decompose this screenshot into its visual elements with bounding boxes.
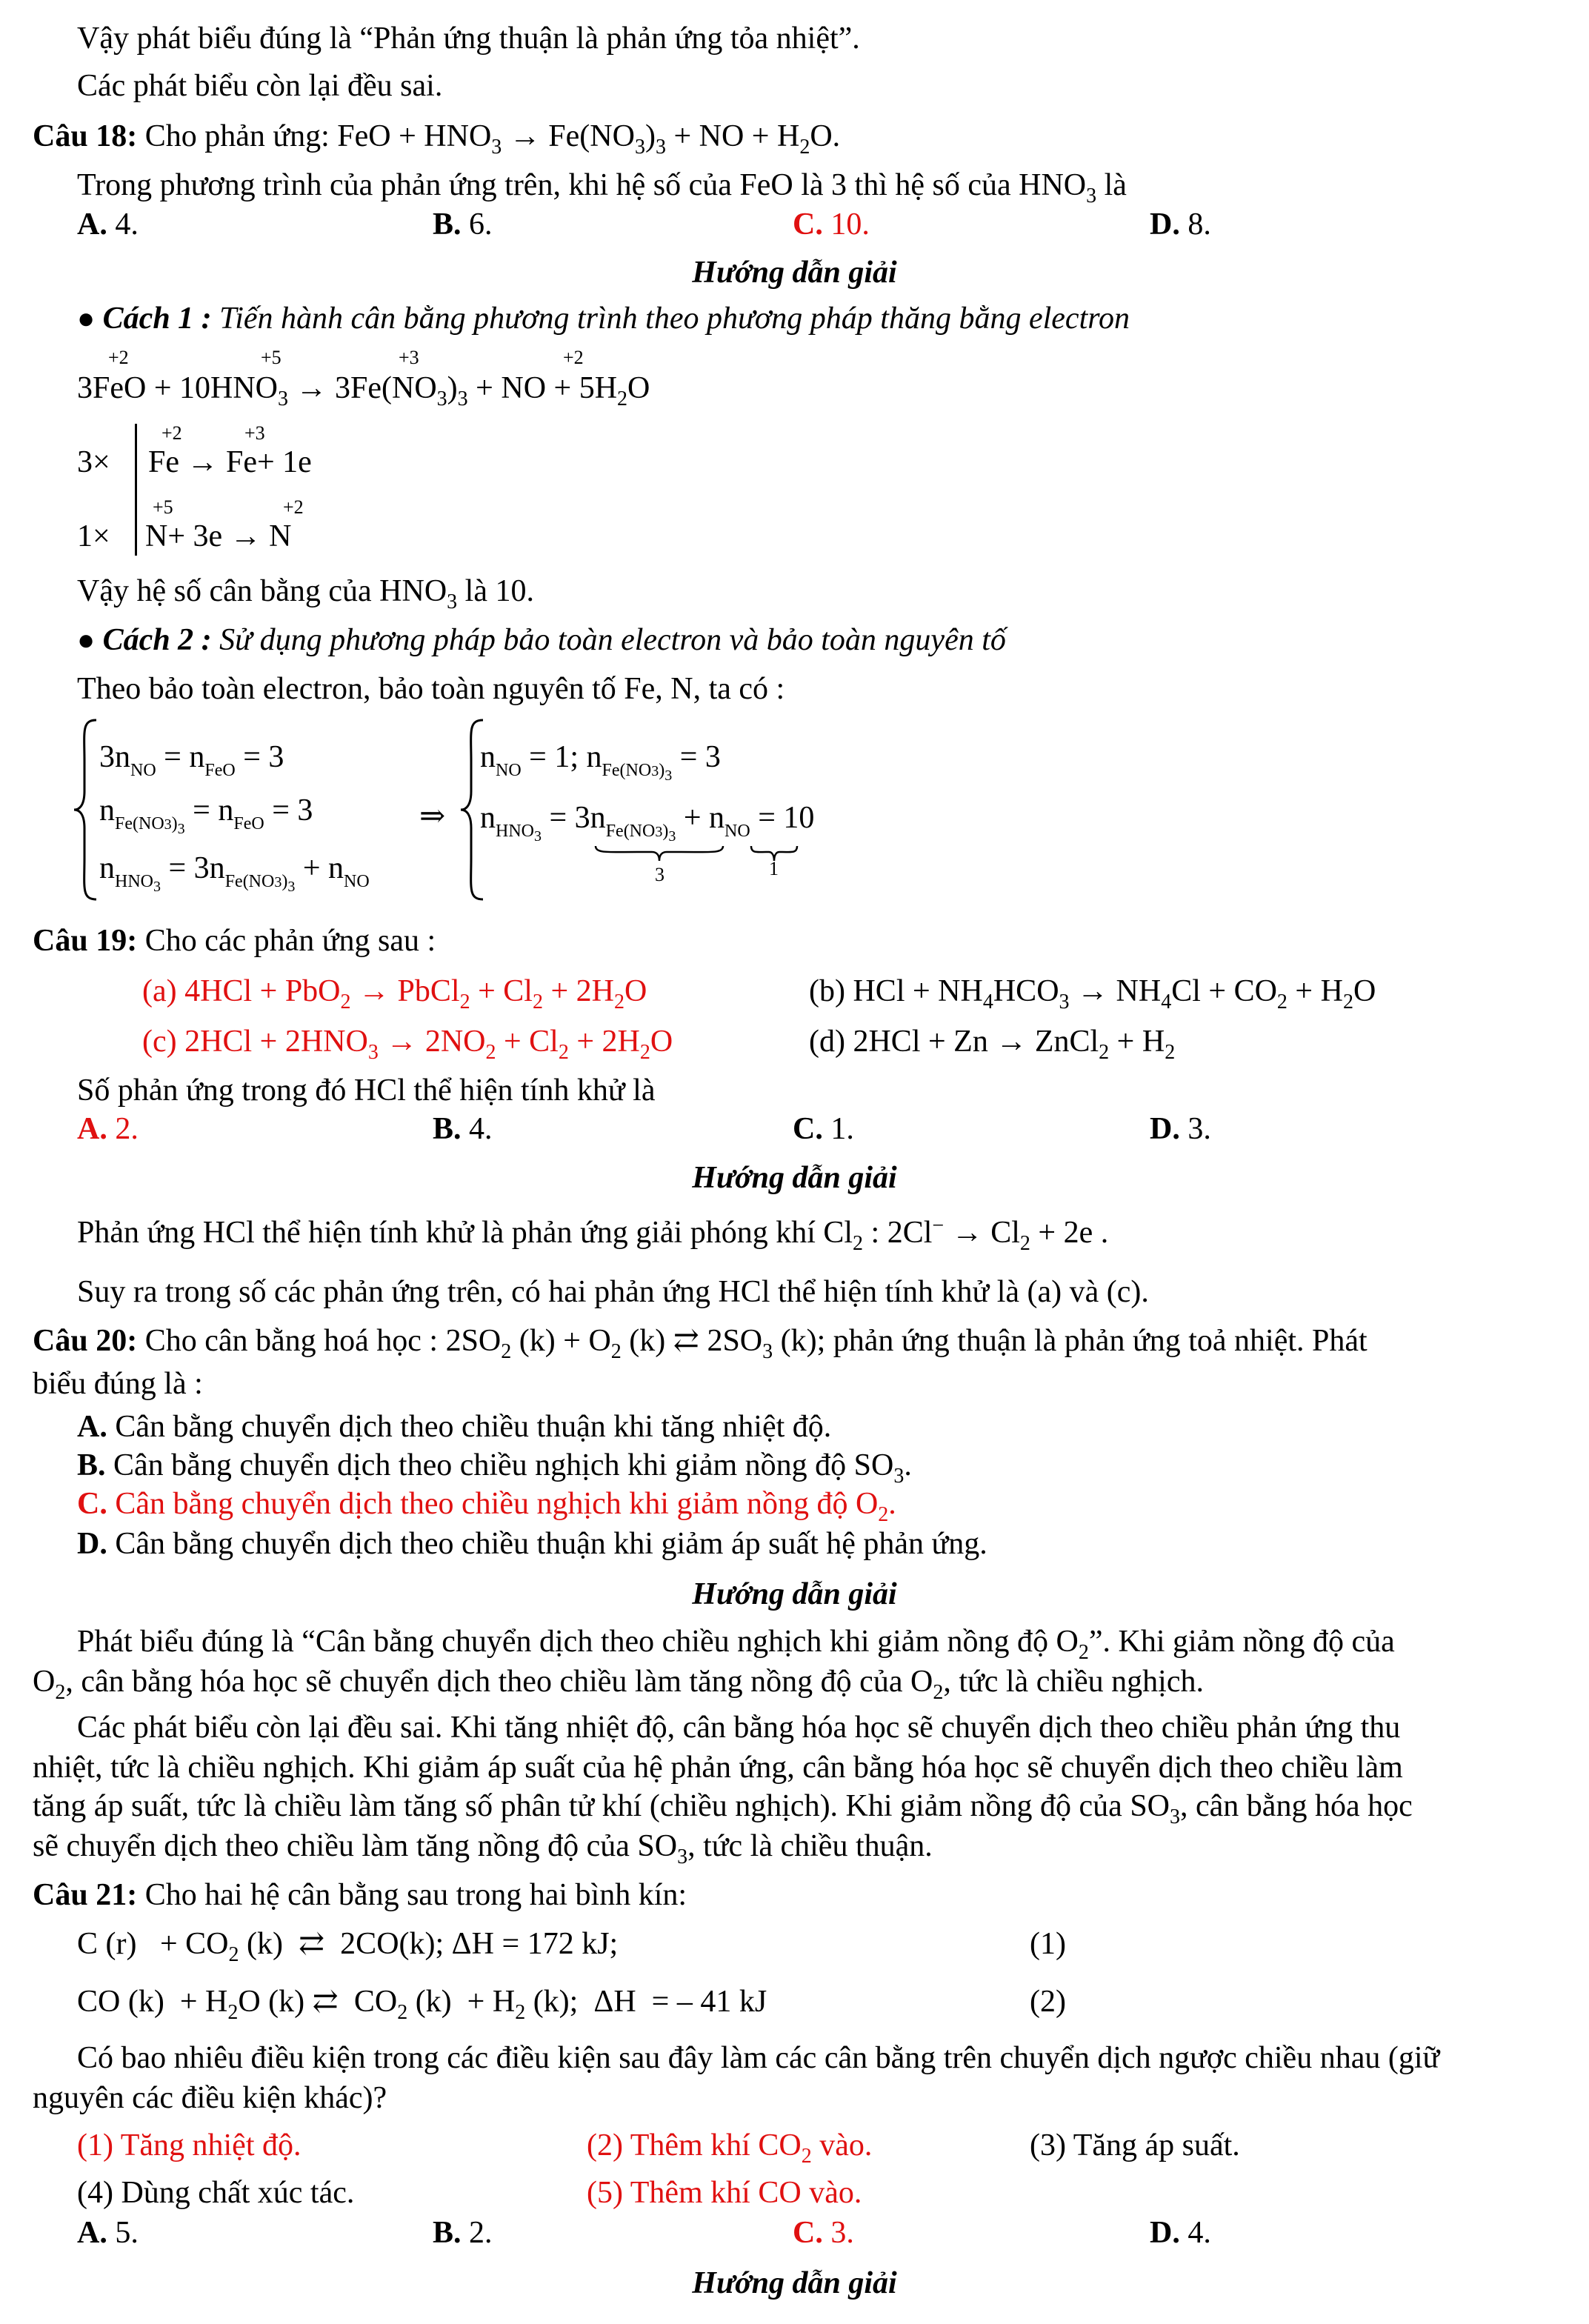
q20-guide-heading: Hướng dẫn giải [692, 1577, 897, 1611]
half2-ox-n2: +2 [283, 496, 304, 518]
q20-explanation-2-line-3: tăng áp suất, tức là chiều làm tăng số phân tử khí (chiều nghịch). Khi giảm nồng độ của $SO_3$, cân bằng hóa học [33, 1789, 1413, 1828]
q18-question: Trong phương trình của phản ứng trên, khi hệ số của FeO là 3 thì hệ số của $HNO_3$ là [77, 168, 1127, 207]
ox-n-5: +5 [261, 347, 282, 368]
intro-line-1: Vậy phát biểu đúng là “Phản ứng thuận là phản ứng tỏa nhiệt”. [77, 21, 860, 56]
q18-balanced-equation: $3FeO + 10HNO_3 \to 3Fe(NO_3)_3$ + NO + $5H_2O$ [77, 371, 650, 410]
half-reaction-2: N+ 3e → N [145, 519, 292, 553]
q19-label: Câu 19: [33, 924, 138, 958]
q19-option-a-correct: A. 2. [77, 1112, 139, 1146]
underbrace-value-3: 3 [655, 864, 664, 885]
q19-option-d: D. 3. [1150, 1112, 1211, 1146]
q18-method1: ● Cách 1 : Tiến hành cân bằng phương trình theo phương pháp thăng bằng electron [77, 302, 1130, 336]
bullet-icon: ● [77, 623, 96, 656]
sys-solution-2: $n_{HNO3} = 3n_{Fe(NO3)3} + n_{NO} = 10$ [480, 801, 815, 845]
q18-option-c-correct: C. 10. [793, 207, 870, 242]
q18-method2: ● Cách 2 : Sử dụng phương pháp bảo toàn electron và bảo toàn nguyên tố [77, 623, 1006, 657]
q20-explanation-1b: $O_2$, cân bằng hóa học sẽ chuyển dịch theo chiều làm tăng nồng độ của $O_2$, tức là chiều nghịch. [33, 1665, 1204, 1704]
implies-arrow: ⇒ [419, 799, 446, 833]
q18-stem: Câu 18: Cho phản ứng: FeO + $HNO_3 \to Fe(NO_3)_3$ + NO + $H_2O$. [33, 119, 841, 159]
q19-reaction-d: (d) 2HCl + Zn → ZnCl$_2$ + $H_2$ [809, 1025, 1176, 1064]
q20-explanation-2-line-1: Các phát biểu còn lại đều sai. Khi tăng nhiệt độ, cân bằng hóa học sẽ chuyển dịch theo chiều phản ứng thu [77, 1711, 1401, 1745]
q18-result: Vậy hệ số cân bằng của $HNO_3$ là 10. [77, 574, 534, 613]
q21-eq-number-1: (1) [1030, 1927, 1066, 1961]
q19-explanation-1: Phản ứng HCl thể hiện tính khử là phản ứng giải phóng khí $Cl_2$ : $2Cl^- \to Cl_2 + 2e$ . [77, 1214, 1109, 1255]
half2-ox-n5: +5 [153, 496, 173, 518]
q20-explanation-1: Phát biểu đúng là “Cân bằng chuyển dịch theo chiều nghịch khi giảm nồng độ $O_2$”. Khi giảm nồng độ của [77, 1625, 1395, 1664]
q21-option-d: D. 4. [1150, 2216, 1211, 2250]
half1-ox-fe2: +2 [161, 422, 182, 444]
q18-method2-line: Theo bảo toàn electron, bảo toàn nguyên tố Fe, N, ta có : [77, 672, 785, 706]
q21-condition-4: (4) Dùng chất xúc tác. [77, 2176, 355, 2210]
q21-condition-3: (3) Tăng áp suất. [1030, 2128, 1240, 2162]
q21-option-c-correct: C. 3. [793, 2216, 854, 2250]
q20-label: Câu 20: [33, 1324, 138, 1358]
q20-option-c-correct: C. Cân bằng chuyển dịch theo chiều nghịch khi giảm nồng độ $O_2$. [77, 1487, 896, 1526]
q21-equilibrium-1: C $(r) + CO_2$ (k) ⇄ 2CO(k); ΔH = 172 kJ; [77, 1927, 619, 1966]
q20-stem-line-2: biểu đúng là : [33, 1367, 203, 1401]
q21-eq-number-2: (2) [1030, 1985, 1066, 2019]
half-coef-1: 3× [77, 445, 110, 479]
sys-solution-1: $n_{NO} = 1$; $n_{Fe(NO3)3} = 3$ [480, 740, 721, 784]
q19-explanation-2: Suy ra trong số các phản ứng trên, có hai phản ứng HCl thể hiện tính khử là (a) và (c). [77, 1275, 1149, 1309]
q21-option-b: B. 2. [433, 2216, 493, 2250]
q20-stem: Câu 20: Cho cân bằng hoá học : $2SO_2$ $(k) + O_2$ (k) ⇄ $2SO_3$ (k); phản ứng thuận là phản ứng toả nhiệt. Phát [33, 1324, 1368, 1363]
sys-row-1: $3n_{NO} = n_{FeO} = 3$ [99, 740, 284, 780]
q21-condition-2: (2) Thêm khí $CO_2$ vào. [587, 2128, 873, 2168]
q18-guide-heading: Hướng dẫn giải [692, 256, 897, 290]
underbrace-value-1: 1 [769, 858, 779, 879]
q20-explanation-2-line-2: nhiệt, tức là chiều nghịch. Khi giảm áp suất của hệ phản ứng, cân bằng hóa học sẽ chuyển dịch theo chiều làm [33, 1751, 1403, 1785]
q21-question-line-1: Có bao nhiêu điều kiện trong các điều kiện sau đây làm các cân bằng trên chuyển dịch ngược chiều nhau (giữ [77, 2041, 1440, 2075]
left-brace-icon [71, 717, 101, 902]
half-reaction-bar [135, 424, 137, 556]
q19-question: Số phản ứng trong đó HCl thể hiện tính khử là [77, 1073, 656, 1108]
ox-n-2: +2 [563, 347, 584, 368]
q18-option-b: B. 6. [433, 207, 493, 242]
q21-condition-1: (1) Tăng nhiệt độ. [77, 2128, 302, 2162]
underbrace-icon [593, 843, 726, 864]
sys-row-3: $n_{HNO3} = 3n_{Fe(NO3)3} + n_{NO}$ [99, 851, 370, 895]
q20-option-a: A. Cân bằng chuyển dịch theo chiều thuận khi tăng nhiệt độ. [77, 1410, 832, 1444]
q19-reaction-b: (b) HCl + $NH_4HCO_3 \to NH_4Cl + CO_2 + H_2O$ [809, 974, 1376, 1013]
q21-stem: Câu 21: Cho hai hệ cân bằng sau trong hai bình kín: [33, 1878, 687, 1912]
q20-option-d: D. Cân bằng chuyển dịch theo chiều thuận khi giảm áp suất hệ phản ứng. [77, 1527, 987, 1561]
q18-option-d: D. 8. [1150, 207, 1211, 242]
half-coef-2: 1× [77, 519, 110, 553]
intro-line-2: Các phát biểu còn lại đều sai. [77, 69, 443, 103]
q21-guide-heading: Hướng dẫn giải [692, 2266, 897, 2300]
q20-option-b: B. Cân bằng chuyển dịch theo chiều nghịch khi giảm nồng độ $SO_3$. [77, 1448, 912, 1488]
sys-row-2: $n_{Fe(NO3)3} = n_{FeO} = 3$ [99, 793, 313, 837]
q21-label: Câu 21: [33, 1878, 138, 1912]
q21-option-a: A. 5. [77, 2216, 139, 2250]
q18-label: Câu 18: [33, 119, 138, 153]
q19-reaction-c: (c) $2HCl + 2HNO_3 \to 2NO_2 + Cl_2 + 2H_2O$ [142, 1025, 673, 1064]
q21-question-line-2: nguyên các điều kiện khác)? [33, 2081, 387, 2115]
q20-explanation-2-line-4: sẽ chuyển dịch theo chiều làm tăng nồng độ của $SO_3$, tức là chiều thuận. [33, 1829, 933, 1868]
q21-equilibrium-2: CO $(k) + H_2O$ (k) ⇄ $CO_2$ $(k) + H_2$ (k); ΔH = – 41 kJ [77, 1985, 767, 2024]
q19-stem: Câu 19: Cho các phản ứng sau : [33, 924, 436, 958]
bullet-icon: ● [77, 302, 96, 335]
q19-reaction-a: (a) 4HCl + PbO$_2$ → PbCl$_2$ + $Cl_2 + 2H_2O$ [142, 974, 647, 1013]
q19-option-c: C. 1. [793, 1112, 854, 1146]
ox-fe-3: +3 [399, 347, 419, 368]
q19-option-b: B. 4. [433, 1112, 493, 1146]
q21-condition-5: (5) Thêm khí CO vào. [587, 2176, 862, 2210]
q18-option-a: A. 4. [77, 207, 139, 242]
q19-guide-heading: Hướng dẫn giải [692, 1161, 897, 1195]
half-reaction-1: Fe → Fe+ 1e [148, 445, 312, 479]
half1-ox-fe3: +3 [244, 422, 265, 444]
ox-fe-2: +2 [108, 347, 129, 368]
